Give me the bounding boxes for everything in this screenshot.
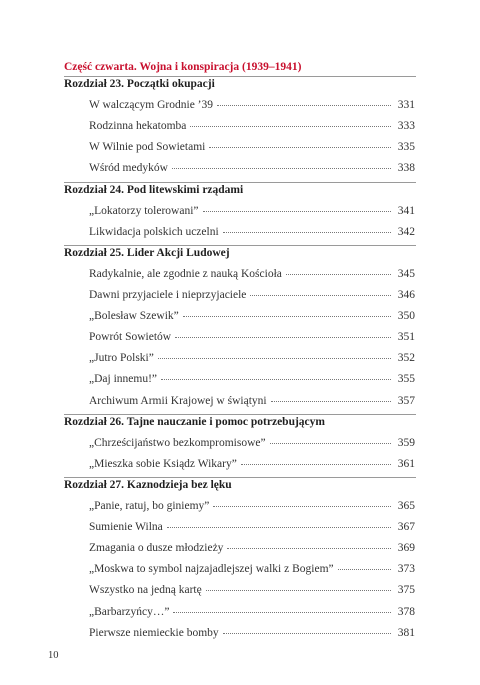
chapter-heading: Rozdział 25. Lider Akcji Ludowej xyxy=(64,246,230,259)
entry-page-number: 381 xyxy=(397,626,415,639)
entry-page-number: 341 xyxy=(397,204,415,217)
dot-leader xyxy=(241,464,391,465)
toc-entry xyxy=(89,99,415,111)
entry-page-number: 333 xyxy=(397,120,415,133)
entry-title: Zmagania o dusze młodzieży xyxy=(89,542,224,555)
chapter-divider xyxy=(64,414,416,415)
toc-entry xyxy=(89,120,415,132)
entry-title: „Chrześcijaństwo bezkompromisowe” xyxy=(89,436,266,449)
entry-title: Wśród medyków xyxy=(89,162,168,175)
chapter-divider xyxy=(64,182,416,183)
dot-leader xyxy=(175,337,391,338)
chapter-heading: Rozdział 27. Kaznodzieja bez lęku xyxy=(64,478,232,491)
entry-page-number: 351 xyxy=(397,331,415,344)
dot-leader xyxy=(223,232,391,233)
toc-entry xyxy=(89,289,415,301)
dot-leader xyxy=(173,612,391,613)
entry-page-number: 378 xyxy=(397,605,415,618)
entry-title: Likwidacja polskich uczelni xyxy=(89,225,219,238)
chapter-divider xyxy=(64,76,416,77)
toc-entry xyxy=(89,584,415,596)
toc-entry xyxy=(89,226,415,238)
dot-leader xyxy=(190,126,391,127)
dot-leader xyxy=(209,147,391,148)
entry-page-number: 350 xyxy=(397,310,415,323)
entry-title: „Jutro Polski” xyxy=(89,352,154,365)
dot-leader xyxy=(217,105,391,106)
dot-leader xyxy=(161,379,391,380)
entry-page-number: 375 xyxy=(397,584,415,597)
entry-title: „Moskwa to symbol najzajadlejszej walki z Bogiem” xyxy=(89,563,334,576)
entry-title: Rodzinna hekatomba xyxy=(89,120,187,133)
dot-leader xyxy=(250,295,391,296)
dot-leader xyxy=(338,569,391,570)
dot-leader xyxy=(172,168,391,169)
entry-title: „Lokatorzy tolerowani” xyxy=(89,204,199,217)
chapter-divider xyxy=(64,477,416,478)
entry-title: Dawni przyjaciele i nieprzyjaciele xyxy=(89,289,247,301)
toc-entry xyxy=(89,395,415,407)
toc-entry xyxy=(89,563,415,575)
dot-leader xyxy=(213,506,391,507)
entry-page-number: 355 xyxy=(397,373,415,386)
dot-leader xyxy=(286,274,391,275)
toc-entry xyxy=(89,141,415,153)
entry-title: Wszystko na jedną kartę xyxy=(89,584,202,597)
dot-leader xyxy=(227,548,391,549)
dot-leader xyxy=(270,443,391,444)
chapter-heading: Rozdział 23. Początki okupacji xyxy=(64,78,215,90)
dot-leader xyxy=(271,401,391,402)
dot-leader xyxy=(167,527,391,528)
toc-entry xyxy=(89,521,415,533)
chapter-heading: Rozdział 26. Tajne nauczanie i pomoc potrzebującym xyxy=(64,415,325,428)
page-number: 10 xyxy=(48,650,59,661)
entry-title: W Wilnie pod Sowietami xyxy=(89,141,206,154)
dot-leader xyxy=(223,633,391,634)
entry-page-number: 345 xyxy=(397,267,415,280)
toc-entry xyxy=(89,205,415,217)
entry-page-number: 331 xyxy=(397,99,415,112)
toc-entry xyxy=(89,352,415,364)
entry-title: Archiwum Armii Krajowej w świątyni xyxy=(89,394,267,407)
entry-page-number: 367 xyxy=(397,521,415,534)
toc-entry xyxy=(89,268,415,280)
entry-page-number: 365 xyxy=(397,500,415,512)
entry-title: „Barbarzyńcy…” xyxy=(89,605,170,618)
entry-page-number: 359 xyxy=(397,436,415,449)
toc-entry xyxy=(89,373,415,385)
entry-page-number: 338 xyxy=(397,162,415,175)
entry-page-number: 352 xyxy=(397,352,415,365)
toc-entry xyxy=(89,606,415,618)
entry-title: „Mieszka sobie Ksiądz Wikary” xyxy=(89,457,237,470)
entry-page-number: 335 xyxy=(397,141,415,154)
entry-title: „Panie, ratuj, bo giniemy” xyxy=(89,500,210,512)
entry-page-number: 342 xyxy=(397,225,415,238)
dot-leader xyxy=(158,358,391,359)
toc-entry xyxy=(89,331,415,343)
chapter-divider xyxy=(64,245,416,246)
entry-title: „Daj innemu!” xyxy=(89,373,158,386)
entry-title: „Bolesław Szewik” xyxy=(89,310,179,323)
entry-page-number: 369 xyxy=(397,542,415,555)
entry-title: W walczącym Grodnie ’39 xyxy=(89,99,214,112)
chapter-heading: Rozdział 24. Pod litewskimi rządami xyxy=(64,183,244,196)
dot-leader xyxy=(206,590,391,591)
dot-leader xyxy=(183,316,391,317)
entry-title: Sumienie Wilna xyxy=(89,521,163,534)
entry-title: Powrót Sowietów xyxy=(89,331,172,344)
toc-entry xyxy=(89,310,415,322)
entry-page-number: 357 xyxy=(397,394,415,407)
toc-entry xyxy=(89,500,415,512)
toc-entry xyxy=(89,627,415,639)
entry-title: Radykalnie, ale zgodnie z nauką Kościoła xyxy=(89,267,282,280)
part-title: Część czwarta. Wojna i konspiracja (1939–1941) xyxy=(64,61,302,73)
dot-leader xyxy=(203,211,391,212)
toc-entry xyxy=(89,458,415,470)
entry-page-number: 346 xyxy=(397,289,415,301)
entry-page-number: 361 xyxy=(397,457,415,470)
toc-entry xyxy=(89,542,415,554)
toc-entry xyxy=(89,437,415,449)
entry-title: Pierwsze niemieckie bomby xyxy=(89,626,219,639)
toc-entry xyxy=(89,162,415,174)
entry-page-number: 373 xyxy=(397,563,415,576)
